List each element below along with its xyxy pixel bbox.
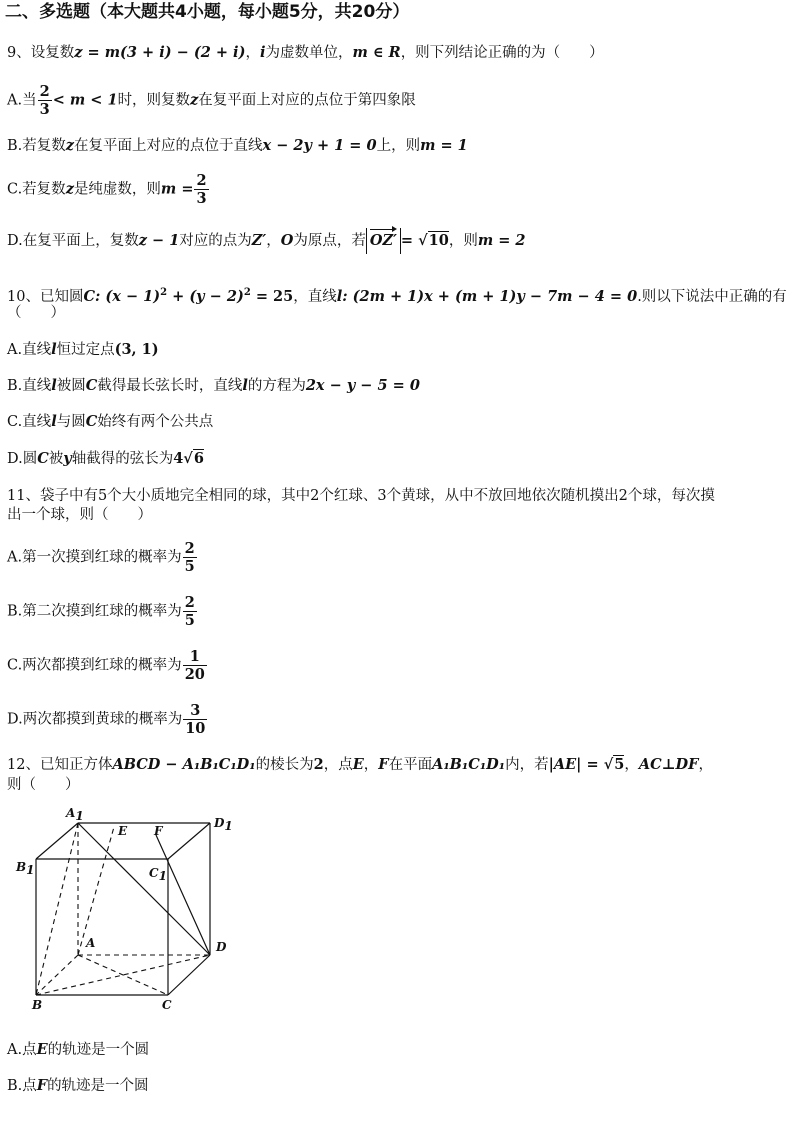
fraction: $\frac{2}{3}$ bbox=[196, 172, 207, 207]
q11-option-b: B.第二次摸到红球的概率为 $\frac{2}{5}$ bbox=[7, 594, 195, 629]
label-d1: D1 bbox=[214, 816, 233, 833]
q9-option-a: A.当 $\frac{2}{3}$ < m < 1时，则复数z在复平面上对应的点位于第四象限 bbox=[7, 83, 416, 118]
q12-option-a: A.点E的轨迹是一个圆 bbox=[7, 1041, 150, 1058]
q10-option-d: D.圆C被y轴截得的弦长为4√6 bbox=[7, 450, 204, 467]
label-e: E bbox=[118, 824, 128, 838]
q9-stem: 9、设复数z = m(3 + i) − (2 + i)，i为虚数单位，m ∈ R，则下列结论正确的为（ ） bbox=[7, 44, 604, 61]
q11-option-d: D.两次都摸到黄球的概率为 $\frac{3}{10}$ bbox=[7, 702, 206, 737]
q11-option-c: C.两次都摸到红球的概率为 $\frac{1}{20}$ bbox=[7, 648, 205, 683]
q9-option-c: C.若复数z是纯虚数，则m = $\frac{2}{3}$ bbox=[7, 172, 207, 207]
q10-option-c: C.直线l与圆C始终有两个公共点 bbox=[7, 413, 214, 430]
cube-figure bbox=[10, 805, 240, 1015]
fraction: $\frac{3}{10}$ bbox=[185, 702, 206, 737]
label-b1: B1 bbox=[16, 860, 35, 877]
label-a: A bbox=[86, 936, 96, 950]
label-a1: A1 bbox=[66, 806, 84, 823]
fraction: $\frac{2}{3}$ bbox=[39, 83, 50, 118]
q11-option-a: A.第一次摸到红球的概率为 $\frac{2}{5}$ bbox=[7, 540, 195, 575]
label-c: C bbox=[162, 998, 172, 1012]
q12-option-b: B.点F的轨迹是一个圆 bbox=[7, 1077, 149, 1094]
q12-stem: 12、已知正方体ABCD − A₁B₁C₁D₁的棱长为2，点E，F在平面A₁B₁C₁D₁内，若|AE| = √5，AC⊥DF， bbox=[7, 756, 713, 773]
q10-option-b: B.直线l被圆C截得最长弦长时，直线l的方程为2x − y − 5 = 0 bbox=[7, 377, 420, 394]
fraction: $\frac{2}{5}$ bbox=[184, 540, 195, 575]
q10-option-a: A.直线l恒过定点(3, 1) bbox=[7, 341, 159, 358]
q9-option-d: D.在复平面上，复数z − 1对应的点为Z′，O为原点，若 OZ′ = √10，则m = 2 bbox=[7, 228, 526, 254]
fraction: $\frac{2}{5}$ bbox=[184, 594, 195, 629]
q9-option-b: B.若复数z在复平面上对应的点位于直线x − 2y + 1 = 0上，则m = 1 bbox=[7, 137, 468, 154]
label-b: B bbox=[32, 998, 43, 1012]
section-title: 二、多选题（本大题共4小题，每小题5分，共20分） bbox=[5, 2, 410, 22]
fraction: $\frac{1}{20}$ bbox=[184, 648, 205, 683]
vector-oz: OZ′ bbox=[370, 230, 397, 252]
q11-stem-line2: 出一个球，则（ ） bbox=[7, 507, 152, 523]
label-f: F bbox=[154, 824, 163, 838]
q12-stem-line2: 则（ ） bbox=[7, 777, 80, 793]
q10-stem: 10、已知圆C: $(x - 1)^2 + (y - 2)^2 = 25$，直线l: (2m + 1)x + (m + 1)y − 7m − 4 = 0.则以下说法中正确的有 bbox=[7, 287, 787, 305]
q11-stem: 11、袋子中有5个大小质地完全相同的球，其中2个红球、3个黄球，从中不放回地依次随机摸出2个球，每次摸 bbox=[7, 488, 715, 504]
label-d: D bbox=[216, 940, 227, 954]
absolute-value bbox=[366, 228, 401, 254]
q10-stem-line2: （ ） bbox=[7, 305, 65, 321]
label-c1: C1 bbox=[149, 866, 167, 883]
